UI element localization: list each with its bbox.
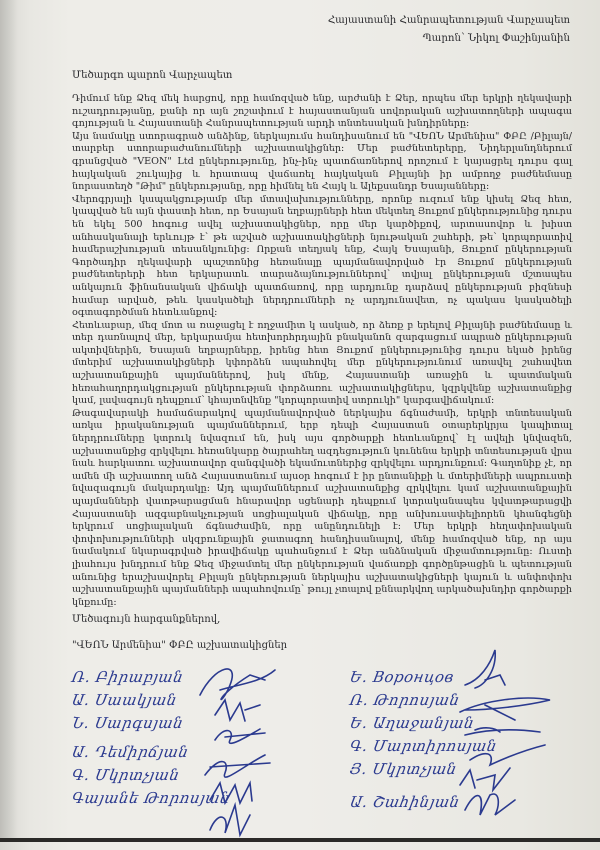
signatory-name: Ռ. Բիրաբյան (70, 668, 185, 686)
closing-phrase: Մեծագույն հարգանքներով, (72, 614, 221, 625)
signatory-name: Ռ. Թորոսյան (348, 691, 462, 709)
signatory-name: Յ. Մկրտչյան (348, 760, 459, 778)
signatory-name: Ա. Դեմիրճյան (70, 743, 191, 761)
signatory-name: Ե. Воронцов (348, 668, 456, 686)
paragraph: Վերոգրյալի կապակցությամբ մեր մտավախությունները, որոնք ուզում ենք կիսել Ձեզ հետ, կապված են այն փաստի հետ, որ Եսայան եղբայրների հետ մեկտեղ Յուքոմ ընկերությունից դուրս են եկել 500 հոգուց ավել աշխատակիցներ, որը մեր կարծիքով, արտասովոր և խիստ անհասկանալի երևույթ է՝ թե աշված աշխատակիցների նյութական շահերի, թե՝ կորպորատիվ համերաշխության տեսանկյունից: Որքան տեղյակ ենք, Հայկ Եսայանի, Յուքոմ ընկերության Գործադիր ղեկավարի պաշտոնից հեռանալը պայմանավորված էր Յուքոմ ընկերության բաժնետերերի հետ երկարատև տարաձայնություններով՝ տվյալ ընկերության մշտապես անկայուն ֆինանսական վիճակի պատճառով, որը արդյունք դարձավ ընկերության բիզնեսի համար արված, թեև կասկածելի ներդրումների ոչ արդյունավետ, ոչ պակաս կասկածելի օգտագործման հետևանքով: (72, 193, 572, 319)
signatory-name: Ն. Սարգսյան (70, 714, 185, 732)
signatories-company: "ՎԵՈՆ Արմենիա" ՓԲԸ աշխատակիցներ (72, 640, 288, 651)
page-bottom-edge (0, 838, 600, 842)
paragraph: Հետևաբար, մեզ մոտ ա ռաջացել է ողջամիտ կ ասկած, որ ձեռք բ երելով Բիլայնի բաժնեմասը և տեր դառնալով մեր, երկարամյա հետխորհրդային բնականոն զարգացում ապրած ընկերության ակտիվներին, Եսայան եղբայրները, իրենց հետ Յուքոմ ընկերությունից դուրս եկած իրենց մտերիմ աշխատակիցների կփորձեն ապահովել մեր ընկերությունում առավել շահավետ աշխատանքային պայմաններով, իսկ մենք, Հայաստանի առաջին և պատմական հեռահաղորդակցության ընկերության փորձառու աշխատակիցներս, կզրկվենք աշխատանքից կամ, լավագույն դեպքում՝ կհայտնվենք "կորպորատիվ ստրուկի" կարգավիճակում: (72, 319, 572, 407)
addressee-name: Պարոն՝ Նիկոլ Փաշինյանին (422, 33, 570, 44)
addressee-block (328, 12, 570, 48)
signatory-name: Ա. Շահինյան (348, 793, 462, 811)
signatory-name: Ե. Աղաջանյան (348, 714, 476, 732)
signatory-name: Գ. Մկրտչյան (70, 766, 182, 784)
signature-scribbles-right (455, 640, 565, 840)
paragraph: Դիմում ենք Ձեզ մեկ հարցով, որը համոզված ենք, արժանի է Ձեր, որպես մեր երկրի ղեկավարի ուշադրությանը, քանի որ այն շոշափում է հայաստանյան սովորական աշխատողների ապագա գոյության և Հայաստանի Հանրապետության արդի տնտեսական խնդիրները: (72, 93, 572, 130)
page-shadow (0, 0, 18, 842)
paragraph: Թագավարակի համաճարակով պայմանավորված ներկայիս ճգնաժամի, երկրի տնտեսական առկա իրականության պայմաններում, երբ դեպի Հայաստան օտարերկրյա կապիտալ ներդրումները կտրուկ նվազում են, իսկ այս գործարքի հետևանքով՝ էլ ավելի կնվազեն, աշխատանքից զրկվելու հեռանկարը ծայրահեղ ազդեցություն կունենա երկրի տնտեսության վրա նաև հարկատու աշխատավոր զանգվածի եկամուտներից զրկվելու արդյունքում: Գաղտնիք չէ, որ ամեն մի աշխատող անձ Հայաստանում այսօր հոգում է իր ընտանիքի և մտերիմների ապրուստի նվազագույն մակարդակը: Այդ պայմաններում աշխատանքից զրկվելու կամ աշխատանքային պայմանների վատթարացման հնարավոր սցենարի դեպքում կտրականապես կվատթարացվի Հայաստանի ազգաբնակչության սոցիալական վիճակը, որը անխուսափելիորեն կհանգեցնի երկրում սոցիալական ճգնաժամին, որը անընդունելի է: Մեր երկրի հեղափոխական փոփոխությունների սկզբունքային ջատագող հանդիսանալով, մենք համոզված ենք, որ այս նամակում նկարագրված իրավիճակը պահանջում է Ձեր անձնական միջամտությունը: Ուստի լիահույս խնդրում ենք Ձեզ միջամտել մեր ընկերության վաճառքի գործընթացին և պետության անունից երաշխավորել Բիլայն ընկերության ներկայիս աշխատակիցների կայուն և անփոփոխ աշխատանքային պայմանների ապահովումը՝ թույլ չտալով քննարկվող արկածախնդիր գործարքի կնքումը: (72, 407, 572, 608)
letter-body (72, 93, 572, 609)
signatory-name: Ա. Սաակյան (70, 691, 179, 709)
salutation: Մեծարգո պարոն Վարչապետ (72, 70, 233, 81)
addressee-title: Հայաստանի Հանրապետության Վարչապետ (327, 15, 570, 26)
signatory-name: Գ. Մարտիրոսյան (348, 737, 499, 755)
signatory-name: Գայանե Թորոսյան (70, 789, 232, 807)
signature-scribbles-left (190, 655, 280, 850)
paragraph: Այս նամակը ստորագրած անձինք, ներկայումս հանդիսանում են "ՎԵՈՆ Արմենիա" ՓԲԸ /Բիլայն/ տարբեր ստորաբաժանումների աշխատակիցներ: Մեր բաժնետերերը, Նիդերլանդներում գրանցված "VEON" Ltd ընկերությունը, ինչ-ինչ պատճառներով որոշում է կայացրել դուրս գալ հայկական շուկայից և հրատապ վաճառել հայկական Բիլայնի իր ամբողջ բաժնեմասը նորաստեղծ "Թիմ" ընկերությանը, որը հիմնել են Հայկ և Ալեքսանդր Եսայանները: (72, 130, 572, 193)
